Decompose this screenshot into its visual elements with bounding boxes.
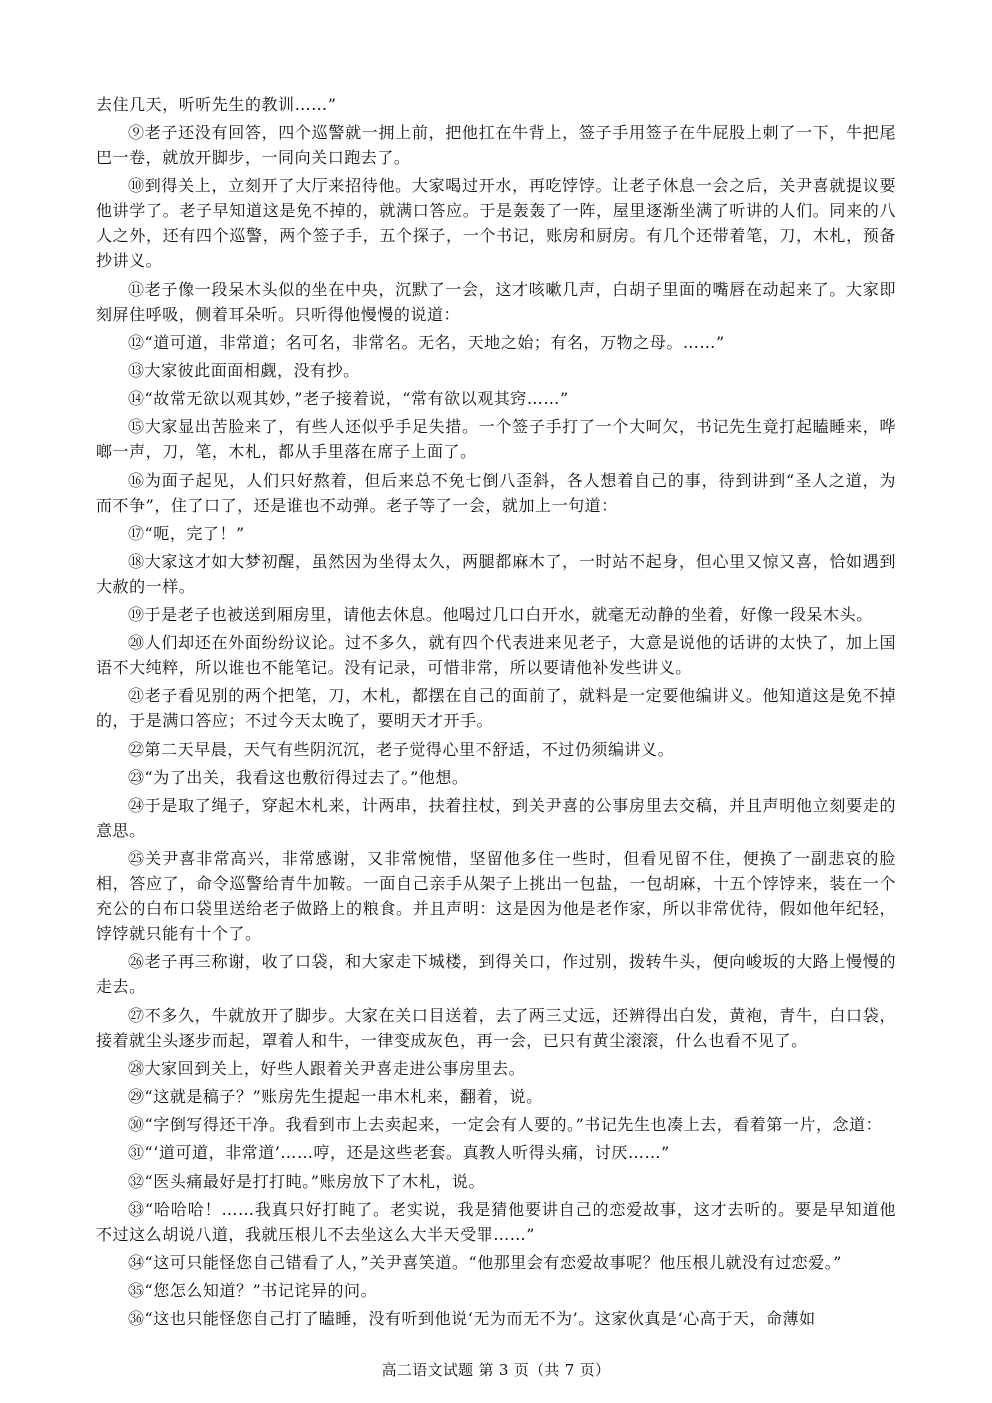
paragraph: ⑪老子像一段呆木头似的坐在中央，沉默了一会，这才咳嗽几声，白胡子里面的嘴唇在动起来了。大家即刻屏住呼吸，侧着耳朵听。只听得他慢慢的说道： [96,279,896,324]
paragraph: ㉟“您怎么知道？”书记诧异的问。 [128,1281,378,1301]
paragraph: ㉞“这可只能怪您自己错看了人，”关尹喜笑道。“他那里会有恋爱故事呢？他压根儿就没有过恋爱。” [128,1252,843,1272]
paragraph: 去住几天，听听先生的教训……” [96,95,337,114]
paragraph: ㉗不多久，牛就放开了脚步。大家在关口目送着，去了两三丈远，还辨得出白发，黄袍，青牛，白口袋，接着就尘头逐步而起，罩着人和牛，一律变成灰色，再一会，已只有黄尘滚滚，什么也看不见了。 [96,1005,896,1050]
paragraph: ⑲于是老子也被送到厢房里，请他去休息。他喝过几口白开水，就毫无动静的坐着，好像一段呆木头。 [128,605,873,625]
paragraph: ⑩到得关上，立刻开了大厅来招待他。大家喝过开水，再吃饽饽。让老子休息一会之后，关尹喜就提议要他讲学了。老子早知道这是免不掉的，就满口答应。于是轰轰了一阵，屋里逐渐坐满了听讲的人们。同来的八人之外，还有四个巡警，两个签子手，五个探子，一个书记，账房和厨房。有几个还带着笔，刀，木札，预备抄讲义。 [96,176,896,271]
paragraph: ㉓“为了出关，我看这也敷衍得过去了。”他想。 [128,767,469,787]
paragraph: ㉚“字倒写得还干净。我看到市上去卖起来，一定会有人要的。”书记先生也凑上去，看着第一片，念道： [128,1115,883,1135]
paragraph: ㉝“哈哈哈！……我真只好打盹了。老实说，我是猜他要讲自己的恋爱故事，这才去听的。要是早知道他不过这么胡说八道，我就压根儿不去坐这么大半天受罪……” [96,1199,896,1244]
paragraph: ⑮大家显出苦脸来了，有些人还似乎手足失措。一个签子手打了一个大呵欠，书记先生竟打起瞌睡来，哗啷一声，刀，笔，木札，都从手里落在席子上面了。 [96,417,896,462]
paragraph: ㉔于是取了绳子，穿起木札来，计两串，扶着拄杖，到关尹喜的公事房里去交稿，并且声明他立刻要走的意思。 [96,796,896,840]
paragraph: ㉒第二天早晨，天气有些阴沉沉，老子觉得心里不舒适，不过仍须编讲义。 [128,739,675,759]
paragraph: ㉖老子再三称谢，收了口袋，和大家走下城楼，到得关口，作过别，拨转牛头，便向峻坂的大路上慢慢的走去。 [96,952,896,997]
paragraph: ㉙“这就是稿子？”账房先生提起一串木札来，翻着，说。 [128,1086,543,1106]
document-body [96,92,896,1334]
paragraph: ㉕关尹喜非常高兴，非常感谢，又非常惋惜，坚留他多住一些时，但看见留不住，便换了一副悲哀的脸相，答应了，命令巡警给青牛加鞍。一面自己亲手从架子上挑出一包盐，一包胡麻，十五个饽饽来，装在一个充公的白布口袋里送给老子做路上的粮食。并且声明：这是因为他是老作家，所以非常优待，假如他年纪轻，饽饽就只能有十个了。 [96,849,896,944]
paragraph: ⑳人们却还在外面纷纷议论。过不多久，就有四个代表进来见老子，大意是说他的话讲的太快了，加上国语不大纯粹，所以谁也不能笔记。没有记录，可惜非常，所以要请他补发些讲义。 [96,633,896,678]
paragraph: ⑫“道可道，非常道；名可名，非常名。无名，天地之始；有名，万物之母。……” [128,332,725,352]
paragraph: ㉘大家回到关上，好些人跟着关尹喜走进公事房里去。 [128,1058,526,1078]
paragraph: ㉑老子看见别的两个把笔，刀，木札，都摆在自己的面前了，就料是一定要他编讲义。他知道这是免不掉的，于是满口答应；不过今天太晚了，要明天才开手。 [96,686,896,731]
paragraph: ⑯为面子起见，人们只好熬着，但后来总不免七倒八歪斜，各人想着自己的事，待到讲到“圣人之道，为而不争”，住了口了，还是谁也不动弹。老子等了一会，就加上一句道： [96,470,896,515]
page-footer: 高二语文试题 第 3 页（共 7 页） [381,1361,611,1379]
paragraph: ⑰“呃，完了！” [128,523,245,543]
paragraph: ⑱大家这才如大梦初醒，虽然因为坐得太久，两腿都麻木了，一时站不起身，但心里又惊又喜，恰如遇到大赦的一样。 [96,551,896,596]
paragraph: ⑬大家彼此面面相觑，没有抄。 [128,360,360,380]
paragraph: ㉜“医头痛最好是打打盹。”账房放下了木札，说。 [128,1171,486,1191]
paragraph: ⑨老子还没有回答，四个巡警就一拥上前，把他扛在牛背上，签子手用签子在牛屁股上刺了一下，牛把尾巴一卷，就放开脚步，一同向关口跑去了。 [96,123,896,168]
paragraph: ㊱“这也只能怪您自己打了瞌睡，没有听到他说‘无为而无不为’。这家伙真是‘心高于天，命薄如 [128,1309,816,1329]
paragraph: ⑭“故常无欲以观其妙，”老子接着说，“常有欲以观其窍……” [128,389,569,409]
paragraph: ㉛“‘道可道，非常道’……哼，还是这些老套。真教人听得头痛，讨厌……” [128,1143,670,1163]
